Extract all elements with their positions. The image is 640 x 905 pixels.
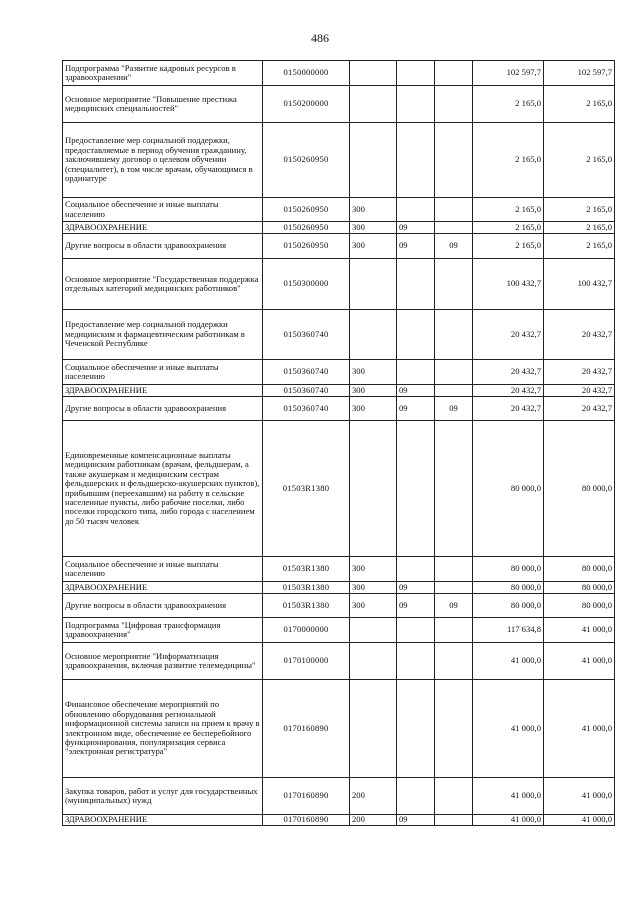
- row-code-cell: 0150360740: [263, 360, 350, 385]
- row-name-cell: Другие вопросы в области здравоохранения: [63, 397, 263, 421]
- row-amount-2-cell: 20 432,7: [544, 360, 615, 385]
- row-amount-1-cell: 80 000,0: [473, 557, 544, 582]
- row-section-cell: 09: [397, 222, 435, 234]
- row-amount-1-cell: 80 000,0: [473, 594, 544, 618]
- row-expense-type-cell: 200: [350, 778, 397, 815]
- table-row: [63, 618, 615, 643]
- row-code-cell: 0170100000: [263, 643, 350, 680]
- row-amount-1-cell: 41 000,0: [473, 778, 544, 815]
- row-subsection-cell: [435, 557, 473, 582]
- row-name-cell: ЗДРАВООХРАНЕНИЕ: [63, 385, 263, 397]
- row-expense-type-cell: [350, 259, 397, 310]
- table-row: [63, 234, 615, 259]
- row-amount-1-cell: 41 000,0: [473, 680, 544, 778]
- table-row: [63, 123, 615, 198]
- table-row: [63, 421, 615, 557]
- row-expense-type-cell: [350, 680, 397, 778]
- row-expense-type-cell: [350, 61, 397, 86]
- row-code-cell: 0170000000: [263, 618, 350, 643]
- row-name-cell: Финансовое обеспечение мероприятий по обновлению оборудования региональной информационной системы записи на прием к врачу в электронном виде, обеспечение ее бесперебойного функционирования, популяризация сервиса "электронная регистратура": [63, 680, 263, 778]
- row-section-cell: 09: [397, 815, 435, 826]
- table-row: [63, 222, 615, 234]
- row-code-cell: 0150260950: [263, 123, 350, 198]
- row-expense-type-cell: [350, 310, 397, 360]
- table-row: [63, 582, 615, 594]
- row-expense-type-cell: 300: [350, 557, 397, 582]
- row-code-cell: 01503R1380: [263, 557, 350, 582]
- row-section-cell: 09: [397, 582, 435, 594]
- table-row: [63, 360, 615, 385]
- row-name-cell: Основное мероприятие "Информатизация здравоохранения, включая развитие телемедицины": [63, 643, 263, 680]
- row-amount-2-cell: 41 000,0: [544, 680, 615, 778]
- row-amount-1-cell: 20 432,7: [473, 310, 544, 360]
- row-section-cell: [397, 123, 435, 198]
- row-expense-type-cell: 300: [350, 594, 397, 618]
- row-code-cell: 01503R1380: [263, 594, 350, 618]
- row-amount-2-cell: 80 000,0: [544, 594, 615, 618]
- page-number: 486: [311, 31, 329, 45]
- row-section-cell: 09: [397, 234, 435, 259]
- row-section-cell: [397, 61, 435, 86]
- row-expense-type-cell: [350, 643, 397, 680]
- budget-table: [62, 60, 615, 826]
- row-subsection-cell: [435, 421, 473, 557]
- row-subsection-cell: [435, 86, 473, 123]
- row-expense-type-cell: 300: [350, 198, 397, 222]
- row-section-cell: 09: [397, 594, 435, 618]
- row-subsection-cell: [435, 61, 473, 86]
- row-name-cell: ЗДРАВООХРАНЕНИЕ: [63, 815, 263, 826]
- row-code-cell: 0150360740: [263, 310, 350, 360]
- row-subsection-cell: [435, 360, 473, 385]
- row-expense-type-cell: 300: [350, 234, 397, 259]
- row-amount-1-cell: 100 432,7: [473, 259, 544, 310]
- table-row: [63, 557, 615, 582]
- row-expense-type-cell: 200: [350, 815, 397, 826]
- row-section-cell: 09: [397, 385, 435, 397]
- row-code-cell: 0170160890: [263, 815, 350, 826]
- row-expense-type-cell: [350, 86, 397, 123]
- row-amount-1-cell: 80 000,0: [473, 421, 544, 557]
- table-row: [63, 778, 615, 815]
- row-amount-2-cell: 2 165,0: [544, 234, 615, 259]
- row-subsection-cell: 09: [435, 234, 473, 259]
- row-expense-type-cell: 300: [350, 582, 397, 594]
- row-code-cell: 0150360740: [263, 385, 350, 397]
- table-row: [63, 385, 615, 397]
- row-amount-2-cell: 2 165,0: [544, 86, 615, 123]
- row-section-cell: [397, 310, 435, 360]
- row-subsection-cell: [435, 310, 473, 360]
- row-amount-1-cell: 80 000,0: [473, 582, 544, 594]
- row-amount-2-cell: 100 432,7: [544, 259, 615, 310]
- row-name-cell: ЗДРАВООХРАНЕНИЕ: [63, 582, 263, 594]
- row-code-cell: 0150300000: [263, 259, 350, 310]
- row-section-cell: [397, 618, 435, 643]
- row-section-cell: 09: [397, 397, 435, 421]
- row-code-cell: 0170160890: [263, 680, 350, 778]
- row-expense-type-cell: 300: [350, 397, 397, 421]
- row-amount-2-cell: 41 000,0: [544, 778, 615, 815]
- row-amount-2-cell: 20 432,7: [544, 385, 615, 397]
- row-name-cell: Подпрограмма "Развитие кадровых ресурсов в здравоохранении": [63, 61, 263, 86]
- row-subsection-cell: [435, 778, 473, 815]
- row-section-cell: [397, 198, 435, 222]
- row-expense-type-cell: [350, 421, 397, 557]
- row-section-cell: [397, 421, 435, 557]
- row-expense-type-cell: 300: [350, 360, 397, 385]
- row-section-cell: [397, 557, 435, 582]
- row-section-cell: [397, 86, 435, 123]
- row-amount-2-cell: 2 165,0: [544, 123, 615, 198]
- budget-table-body: [63, 61, 615, 826]
- row-code-cell: 0150260950: [263, 234, 350, 259]
- row-name-cell: Социальное обеспечение и иные выплаты населению: [63, 360, 263, 385]
- table-row: [63, 259, 615, 310]
- row-amount-2-cell: 20 432,7: [544, 397, 615, 421]
- row-amount-1-cell: 117 634,8: [473, 618, 544, 643]
- table-row: [63, 86, 615, 123]
- row-amount-2-cell: 41 000,0: [544, 618, 615, 643]
- row-subsection-cell: [435, 385, 473, 397]
- table-row: [63, 594, 615, 618]
- table-row: [63, 397, 615, 421]
- row-subsection-cell: [435, 259, 473, 310]
- row-amount-1-cell: 2 165,0: [473, 234, 544, 259]
- row-code-cell: 0150360740: [263, 397, 350, 421]
- row-expense-type-cell: [350, 618, 397, 643]
- row-section-cell: [397, 643, 435, 680]
- row-subsection-cell: 09: [435, 397, 473, 421]
- row-amount-2-cell: 41 000,0: [544, 815, 615, 826]
- row-code-cell: 01503R1380: [263, 421, 350, 557]
- row-section-cell: [397, 778, 435, 815]
- row-amount-1-cell: 2 165,0: [473, 123, 544, 198]
- row-name-cell: Предоставление мер социальной поддержки медицинским и фармацевтическим работникам в Чеченской Республике: [63, 310, 263, 360]
- table-row: [63, 815, 615, 826]
- row-name-cell: Социальное обеспечение и иные выплаты населению: [63, 198, 263, 222]
- row-subsection-cell: [435, 582, 473, 594]
- row-amount-2-cell: 2 165,0: [544, 198, 615, 222]
- row-amount-1-cell: 41 000,0: [473, 815, 544, 826]
- table-row: [63, 680, 615, 778]
- row-expense-type-cell: 300: [350, 385, 397, 397]
- row-amount-2-cell: 102 597,7: [544, 61, 615, 86]
- row-amount-1-cell: 20 432,7: [473, 397, 544, 421]
- row-expense-type-cell: [350, 123, 397, 198]
- row-subsection-cell: [435, 198, 473, 222]
- row-amount-1-cell: 2 165,0: [473, 86, 544, 123]
- row-name-cell: Другие вопросы в области здравоохранения: [63, 594, 263, 618]
- row-name-cell: Подпрограмма "Цифровая трансформация здравоохранения": [63, 618, 263, 643]
- row-code-cell: 0170160890: [263, 778, 350, 815]
- row-amount-2-cell: 80 000,0: [544, 557, 615, 582]
- row-expense-type-cell: 300: [350, 222, 397, 234]
- row-subsection-cell: [435, 123, 473, 198]
- row-name-cell: Закупка товаров, работ и услуг для государственных (муниципальных) нужд: [63, 778, 263, 815]
- row-amount-1-cell: 102 597,7: [473, 61, 544, 86]
- row-name-cell: Основное мероприятие "Государственная поддержка отдельных категорий медицинских работников": [63, 259, 263, 310]
- row-name-cell: Предоставление мер социальной поддержки, предоставляемые в период обучения гражданину, заключившему договор о целевом обучении (специалитет), в том числе врачам, обучающимся в ординатуре: [63, 123, 263, 198]
- row-subsection-cell: [435, 643, 473, 680]
- row-section-cell: [397, 360, 435, 385]
- row-code-cell: 0150260950: [263, 222, 350, 234]
- row-amount-2-cell: 2 165,0: [544, 222, 615, 234]
- row-name-cell: Основное мероприятие "Повышение престижа медицинских специальностей": [63, 86, 263, 123]
- row-amount-2-cell: 80 000,0: [544, 582, 615, 594]
- row-section-cell: [397, 680, 435, 778]
- row-amount-1-cell: 2 165,0: [473, 222, 544, 234]
- row-section-cell: [397, 259, 435, 310]
- row-name-cell: ЗДРАВООХРАНЕНИЕ: [63, 222, 263, 234]
- table-row: [63, 310, 615, 360]
- table-row: [63, 643, 615, 680]
- row-amount-2-cell: 41 000,0: [544, 643, 615, 680]
- row-subsection-cell: [435, 618, 473, 643]
- row-code-cell: 01503R1380: [263, 582, 350, 594]
- row-amount-1-cell: 41 000,0: [473, 643, 544, 680]
- row-amount-2-cell: 80 000,0: [544, 421, 615, 557]
- row-name-cell: Другие вопросы в области здравоохранения: [63, 234, 263, 259]
- row-amount-1-cell: 20 432,7: [473, 385, 544, 397]
- row-code-cell: 0150260950: [263, 198, 350, 222]
- table-row: [63, 61, 615, 86]
- row-subsection-cell: [435, 680, 473, 778]
- row-code-cell: 0150200000: [263, 86, 350, 123]
- row-subsection-cell: 09: [435, 594, 473, 618]
- row-name-cell: Социальное обеспечение и иные выплаты населению: [63, 557, 263, 582]
- row-amount-2-cell: 20 432,7: [544, 310, 615, 360]
- row-subsection-cell: [435, 222, 473, 234]
- row-name-cell: Единовременные компенсационные выплаты медицинским работникам (врачам, фельдшерам, а также акушеркам и медицинским сестрам фельдшерских и фельдшерско-акушерских пунктов), прибывшим (переехавшим) на работу в сельские населенные пункты, либо рабочие поселки, либо поселки городского типа, либо города с населением до 50 тысяч человек: [63, 421, 263, 557]
- row-subsection-cell: [435, 815, 473, 826]
- table-row: [63, 198, 615, 222]
- row-amount-1-cell: 2 165,0: [473, 198, 544, 222]
- row-amount-1-cell: 20 432,7: [473, 360, 544, 385]
- row-code-cell: 0150000000: [263, 61, 350, 86]
